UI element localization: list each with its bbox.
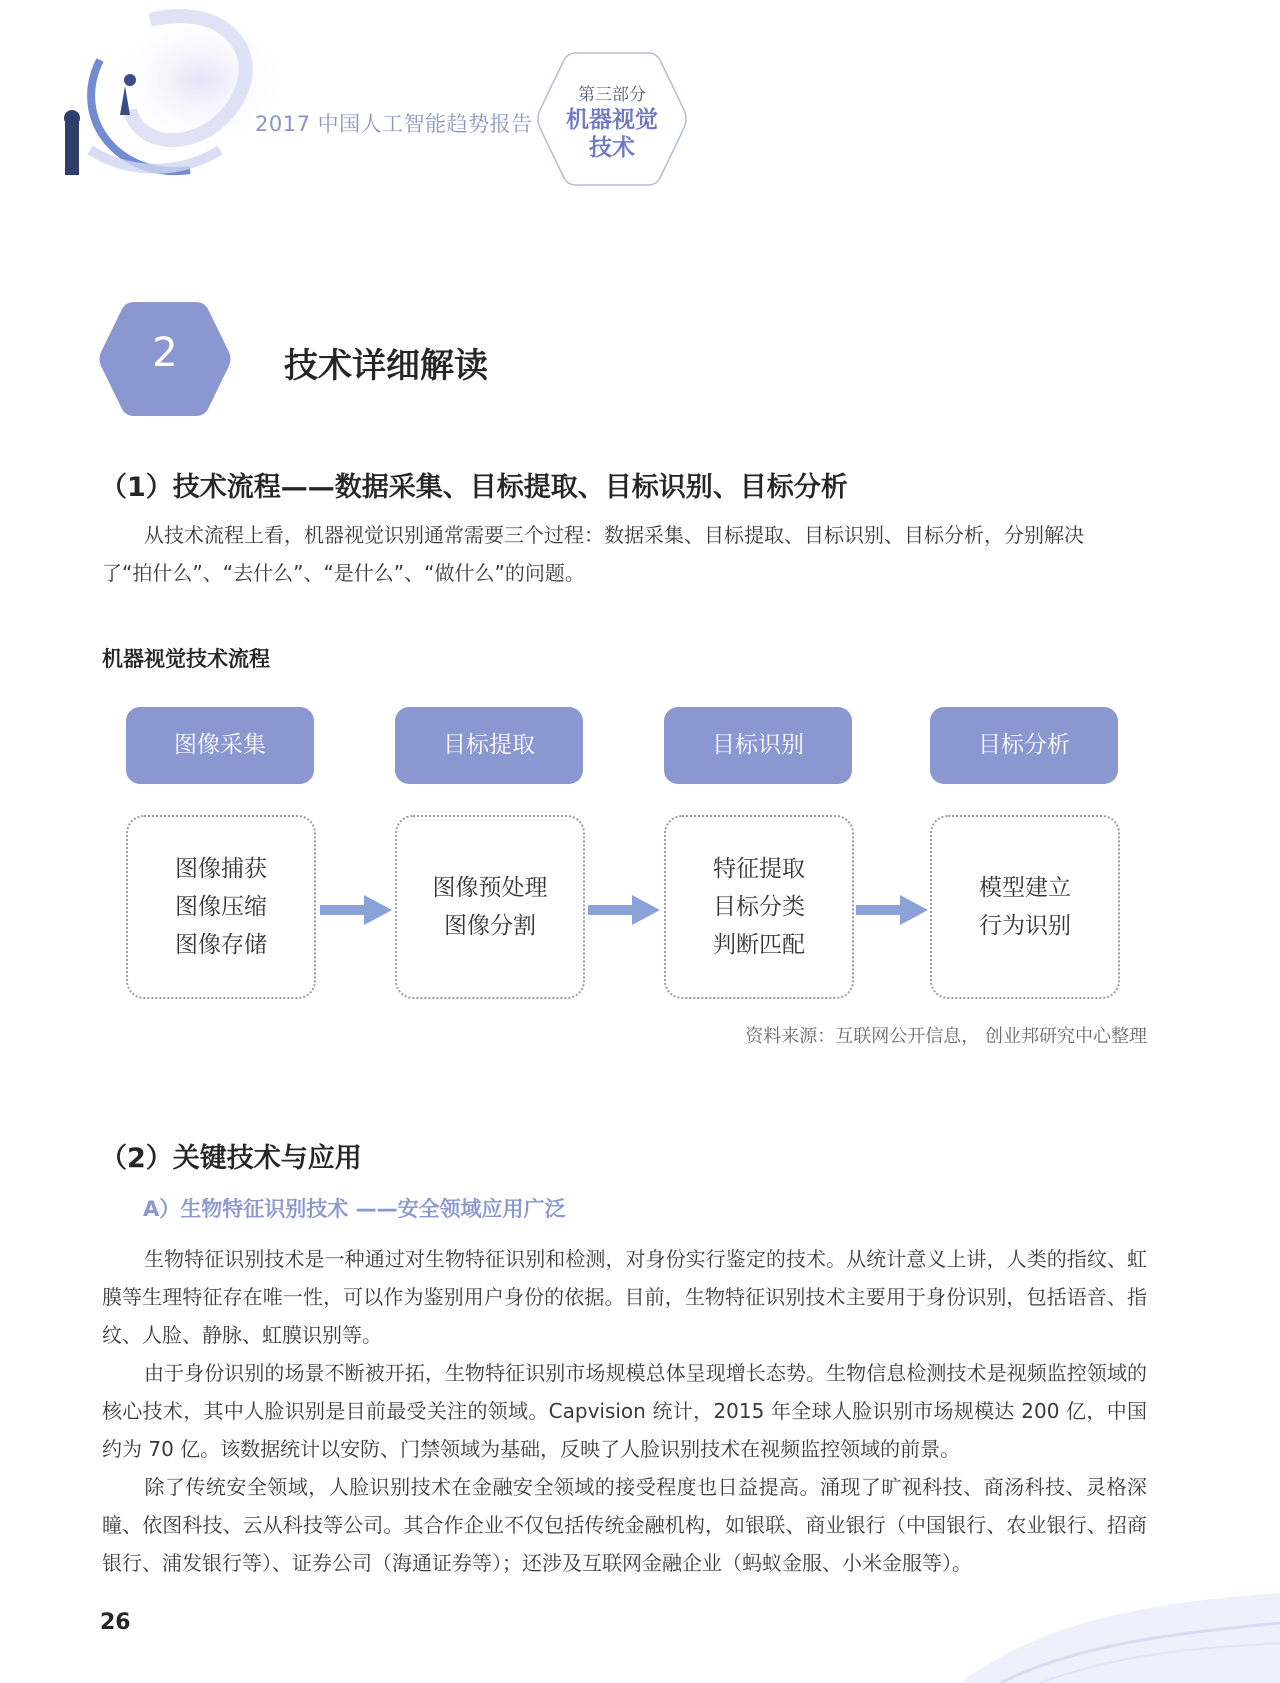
- step-2-header: 目标提取: [395, 707, 583, 784]
- paragraph-text: 生物特征识别技术是一种通过对生物特征识别和检测，对身份实行鉴定的技术。从统计意义上讲，人类的指纹、虹膜等生理特征存在唯一性，可以作为鉴别用户身份的依据。目前，生物特征识别技术主要用于身份识别，包括语音、指纹、人脸、静脉、虹膜识别等。: [102, 1247, 1147, 1347]
- step-4-box: [930, 815, 1120, 999]
- subsection-2a-heading: A）生物特征识别技术 ——安全领域应用广泛: [143, 1197, 566, 1221]
- part-topic: [536, 106, 688, 162]
- body-paragraph: [102, 1354, 1147, 1468]
- step-item: 特征提取: [713, 856, 805, 882]
- step-1-header: 图像采集: [126, 707, 314, 784]
- subsection-2-heading: （2）关键技术与应用: [100, 1143, 362, 1174]
- decorative-wave: [960, 1563, 1280, 1683]
- step-item: 图像捕获: [175, 856, 267, 882]
- figure-source: 资料来源：互联网公开信息， 创业邦研究中心整理: [745, 1026, 1147, 1047]
- paragraph-line: 了“拍什么”、“去什么”、“是什么”、“做什么”的问题。: [102, 561, 585, 585]
- part-topic-line1: 机器视觉: [566, 107, 658, 133]
- step-item: 目标分类: [713, 894, 805, 920]
- decorative-illustration: [30, 0, 290, 200]
- arrow-right-icon: [856, 895, 928, 925]
- step-item: 图像存储: [175, 932, 267, 958]
- step-item: 模型建立: [979, 875, 1071, 901]
- step-3-box: [664, 815, 854, 999]
- step-item: 图像分割: [444, 913, 536, 939]
- step-item: 图像预处理: [432, 875, 548, 901]
- section-number-badge: [98, 300, 232, 418]
- step-4-header: 目标分析: [930, 707, 1118, 784]
- step-item: 判断匹配: [713, 932, 805, 958]
- paragraph-text: 除了传统安全领域，人脸识别技术在金融安全领域的接受程度也日益提高。涌现了旷视科技、商汤科技、灵格深瞳、依图科技、云从科技等公司。其合作企业不仅包括传统金融机构，如银联、商业银行（中国银行、农业银行、招商银行、浦发银行等）、证券公司（海通证券等）；还涉及互联网金融企业（蚂蚁金服、小米金服等）。: [102, 1475, 1147, 1575]
- paragraph-text: 由于身份识别的场景不断被开拓，生物特征识别市场规模总体呈现增长态势。生物信息检测技术是视频监控领域的核心技术，其中人脸识别是目前最受关注的领域。Capvision 统计，2015 年全球人脸识别市场规模达 200 亿，中国约为 70 亿。该数据统计以安防、门禁领域为基础，反映了人脸识别技术在视频监控领域的前景。: [102, 1361, 1147, 1461]
- report-title: 2017 中国人工智能趋势报告: [255, 112, 533, 136]
- step-item: 行为识别: [979, 913, 1071, 939]
- body-paragraph: [102, 1240, 1147, 1354]
- part-topic-line2: 技术: [589, 135, 635, 161]
- paragraph-line: 从技术流程上看，机器视觉识别通常需要三个过程：数据采集、目标提取、目标识别、目标分析，分别解决: [144, 523, 1084, 547]
- arrow-right-icon: [588, 895, 660, 925]
- step-3-header: 目标识别: [664, 707, 852, 784]
- section-number: 2: [152, 330, 178, 376]
- figure-title: 机器视觉技术流程: [102, 647, 270, 671]
- subsection-1-paragraph: [102, 516, 1147, 592]
- part-badge: [536, 50, 688, 188]
- step-item: 图像压缩: [175, 894, 267, 920]
- section-title: 技术详细解读: [284, 346, 488, 386]
- step-2-box: [395, 815, 585, 999]
- arrow-right-icon: [320, 895, 392, 925]
- step-1-box: [126, 815, 316, 999]
- page-number: 26: [100, 1610, 131, 1635]
- subsection-1-heading: （1）技术流程——数据采集、目标提取、目标识别、目标分析: [100, 472, 848, 503]
- part-label: 第三部分: [578, 85, 646, 105]
